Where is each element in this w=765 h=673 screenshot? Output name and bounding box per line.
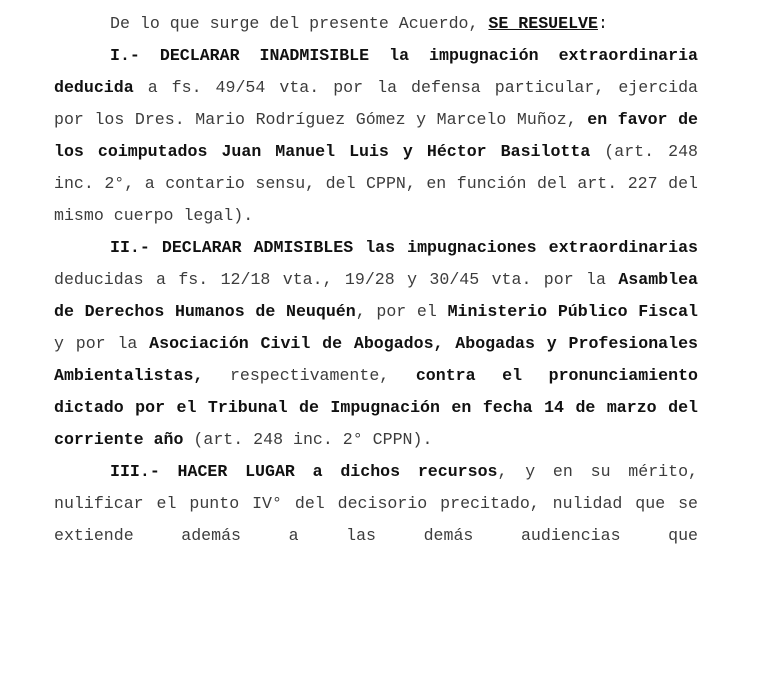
item-text-bold: DECLARAR ADMISIBLES las impugnaciones extraordinarias <box>149 238 698 257</box>
intro-paragraph <box>54 8 698 40</box>
item-text: (art. 248 inc. 2° CPPN). <box>183 430 433 449</box>
item-text: , por el <box>355 302 448 321</box>
item-text: a fs. 49/54 vta. por la defensa particular, ejercida por los Dres. Mario Rodríguez Gómez y Marcelo Muñoz, <box>54 78 698 129</box>
item-text: deducidas a fs. 12/18 vta., 19/28 y 30/45 vta. por la <box>54 270 619 289</box>
item-text: , y en su mérito, nulificar el punto IV° del decisorio precitado, nulidad que se extiende además a las demás audiencias que <box>54 462 698 545</box>
item-text-bold: contra el pronunciamiento dictado por el Tribunal de Impugnación en fecha 14 de marzo del corriente año <box>54 366 698 449</box>
intro-colon: : <box>597 14 608 33</box>
item-numeral: III.- <box>110 462 160 481</box>
item-text-bold: HACER LUGAR a dichos recursos <box>159 462 498 481</box>
resolution-item-1 <box>54 40 698 232</box>
item-numeral: II.- <box>110 238 150 257</box>
se-resuelve-heading: SE RESUELVE <box>488 14 598 33</box>
document-page <box>54 8 698 552</box>
item-text-bold: Ministerio Público Fiscal <box>447 302 698 321</box>
item-text-bold: Asociación Civil de Abogados, Abogadas y Profesionales Ambientalistas, <box>54 334 698 385</box>
intro-text: De lo que surge del presente Acuerdo, <box>110 14 489 33</box>
item-text: (art. 248 inc. 2°, a contario sensu, del CPPN, en función del art. 227 del mismo cuerpo legal). <box>54 142 698 225</box>
item-text-bold: DECLARAR INADMISIBLE la impugnación extraordinaria deducida <box>54 46 698 97</box>
resolution-item-3 <box>54 456 698 552</box>
item-text-bold: en favor de los coimputados Juan Manuel Luis y Héctor Basilotta <box>54 110 698 161</box>
item-numeral: I.- <box>110 46 140 65</box>
resolution-item-2 <box>54 232 698 456</box>
item-text-bold: Asamblea de Derechos Humanos de Neuquén <box>54 270 698 321</box>
item-text: respectivamente, <box>203 366 416 385</box>
item-text: y por la <box>54 334 150 353</box>
